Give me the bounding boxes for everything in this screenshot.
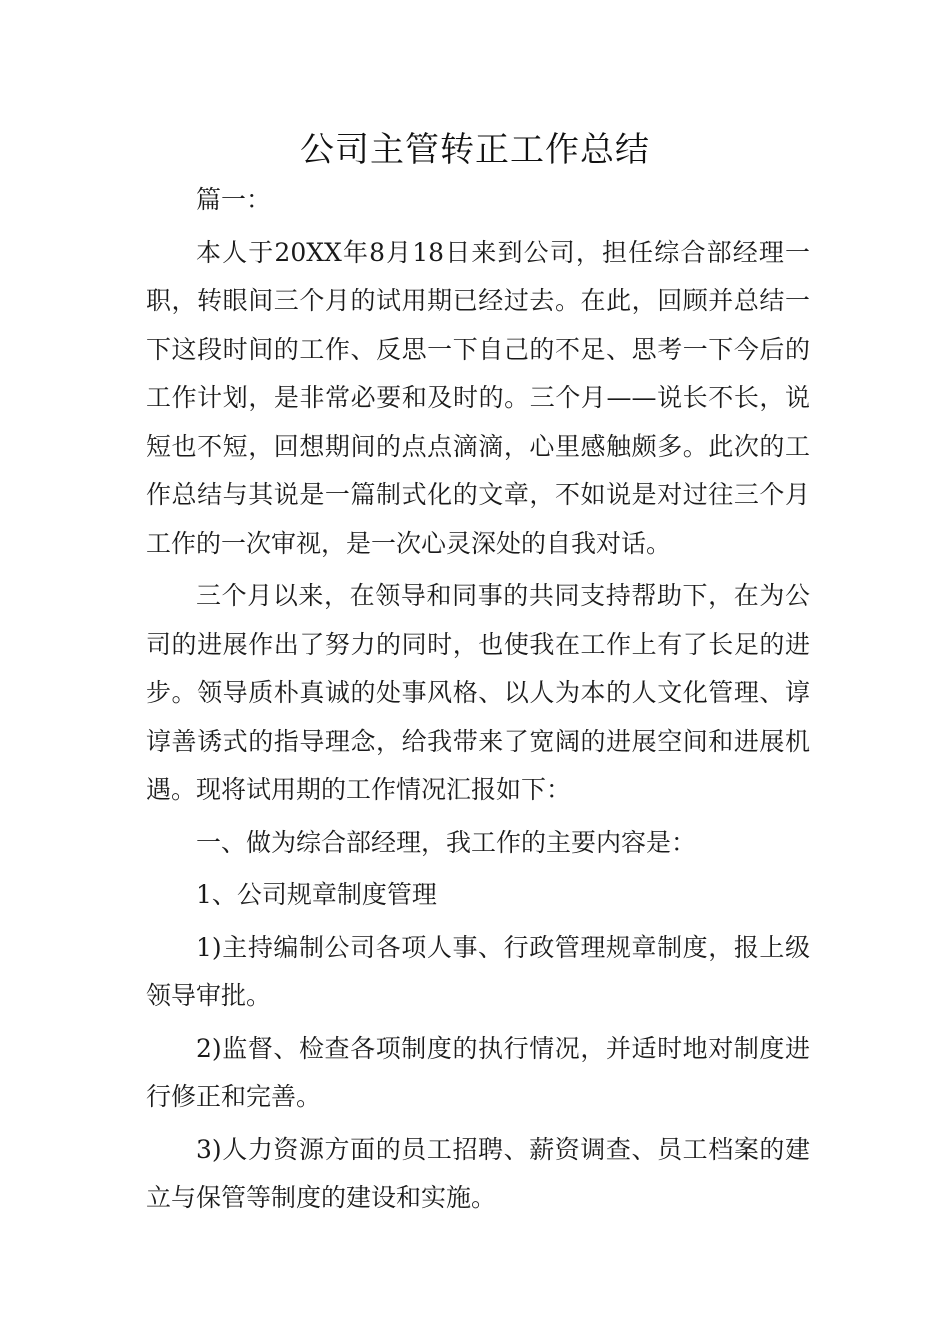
subsection-heading: 1、公司规章制度管理 <box>196 880 437 909</box>
section-heading: 一、做为综合部经理，我工作的主要内容是： <box>196 827 697 857</box>
list-item: 1)主持编制公司各项人事、行政管理规章制度，报上级领导审批。 <box>146 932 810 1010</box>
document-body <box>146 176 810 1223</box>
list-item: 2)监督、检查各项制度的执行情况，并适时地对制度进行修正和完善。 <box>146 1033 810 1111</box>
body-paragraph: 三个月以来，在领导和同事的共同支持帮助下，在为公司的进展作出了努力的同时，也使我在工作上有了长足的进步。领导质朴真诚的处事风格、以人为本的人文化管理、谆谆善诱式的指导理念，给我带来了宽阔的进展空间和进展机遇。现将试用期的工作情况汇报如下： <box>146 581 810 804</box>
body-paragraph: 本人于20XX年8月18日来到公司，担任综合部经理一职，转眼间三个月的试用期已经过去。在此，回顾并总结一下这段时间的工作、反思一下自己的不足、思考一下今后的工作计划，是非常必要和及时的。三个月——说长不长，说短也不短，回想期间的点点滴滴，心里感触颇多。此次的工作总结与其说是一篇制式化的文章，不如说是对过往三个月工作的一次审视，是一次心灵深处的自我对话。 <box>146 237 810 558</box>
document-title: 公司主管转正工作总结 <box>300 130 650 170</box>
section-label: 篇一： <box>196 185 272 214</box>
list-item: 3)人力资源方面的员工招聘、薪资调查、员工档案的建立与保管等制度的建设和实施。 <box>146 1134 810 1212</box>
